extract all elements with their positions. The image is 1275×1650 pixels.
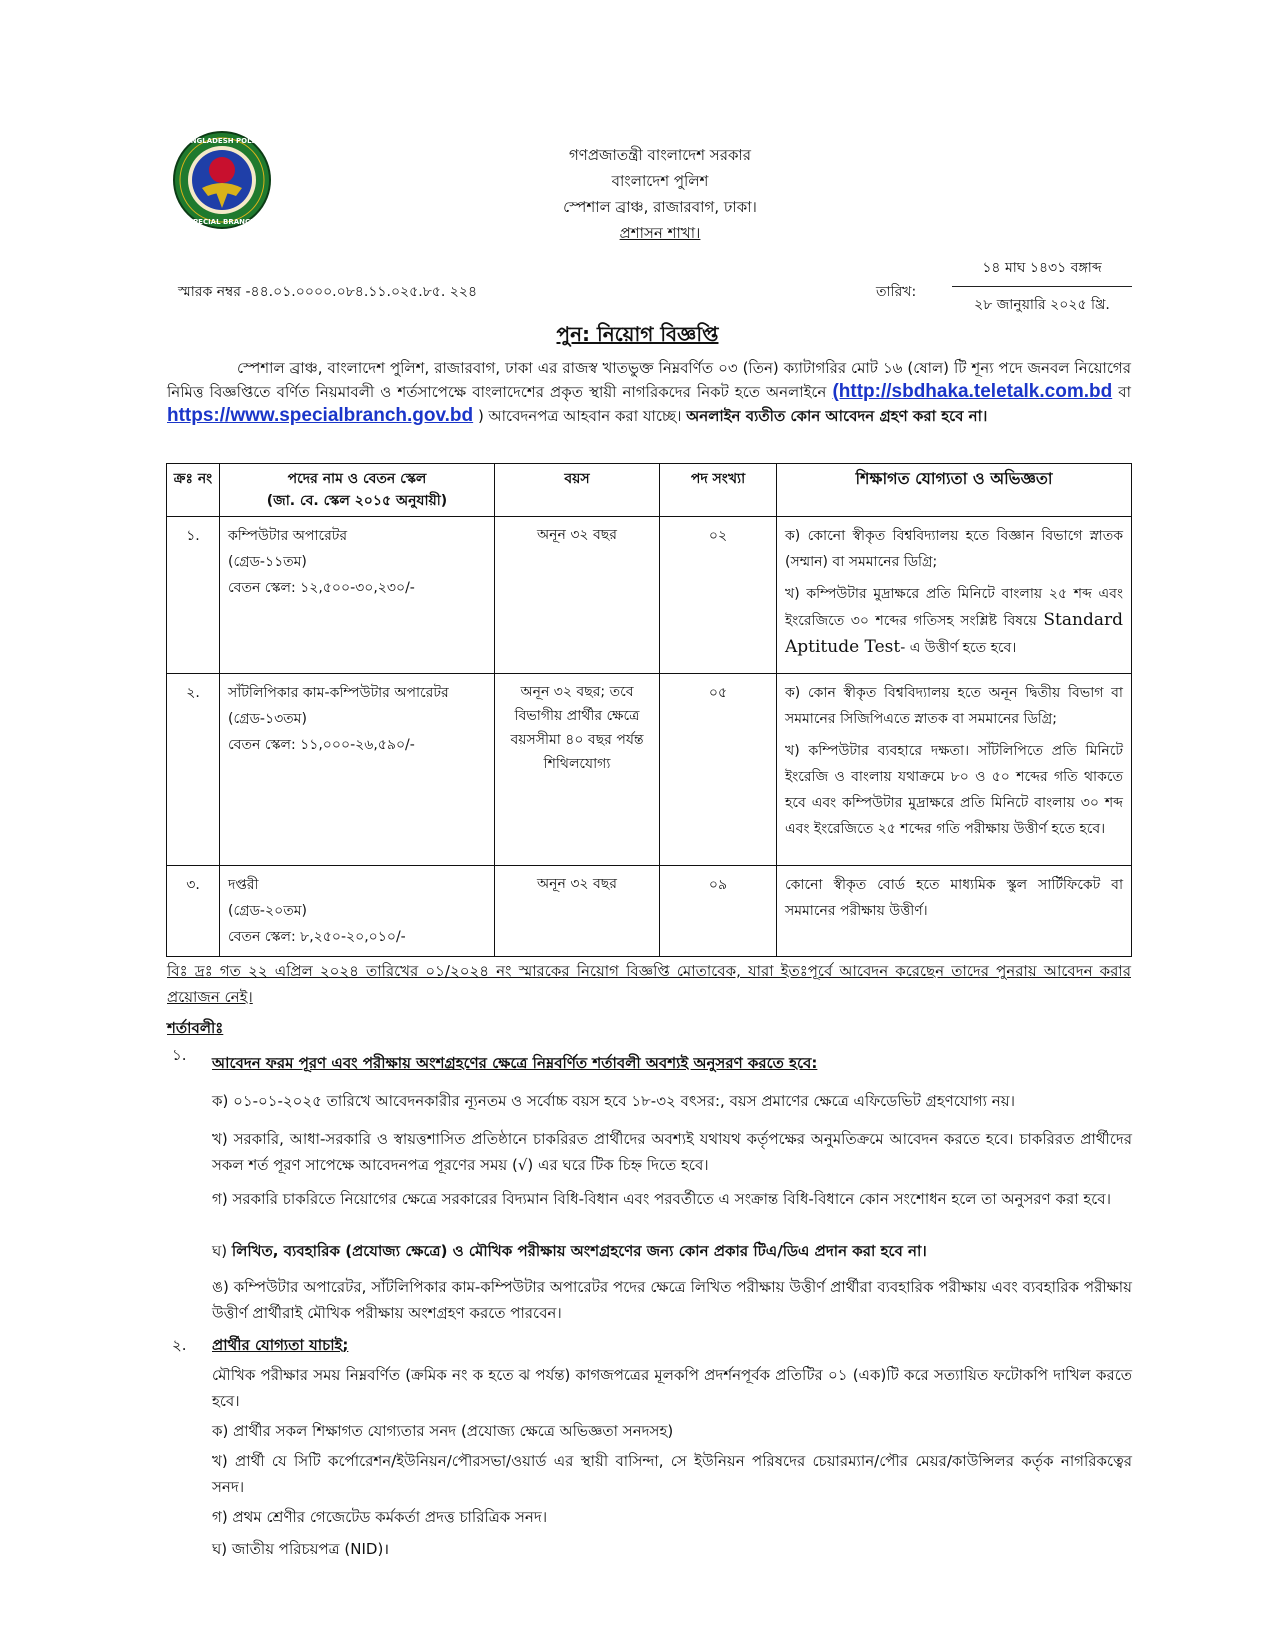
row-count: ০৫ [660, 674, 777, 866]
qualification-b-text: খ) কম্পিউটার মুদ্রাক্ষরে প্রতি মিনিটে বাংলায় ২৫ শব্দ এবং ইংরেজিতে ৩০ শব্দের গতিসহ সংশ্লিষ্ট বিষয়ে [785, 586, 1123, 629]
header-age: বয়স [495, 464, 660, 517]
row-post [220, 674, 495, 866]
notice-title: পুন: নিয়োগ বিজ্ঞপ্তি [556, 322, 719, 346]
intro-text-2: ) আবেদনপত্র আহবান করা যাচ্ছে। [477, 407, 682, 425]
header-line-government: গণপ্রজাতন্ত্রী বাংলাদেশ সরকার [568, 146, 752, 164]
header-post [220, 464, 495, 517]
condition-1d [212, 1238, 1132, 1264]
qualification-a: কোনো স্বীকৃত বোর্ড হতে মাধ্যমিক স্কুল সার্টিফিকেট বা সমমানের পরীক্ষায় উত্তীর্ণ। [785, 877, 1123, 919]
header-line-section: প্রশাসন শাখা। [619, 224, 701, 242]
condition-1d-text: লিখিত, ব্যবহারিক (প্রযোজ্য ক্ষেত্রে) ও মৌখিক পরীক্ষায় অংশগ্রহণের জন্য কোন প্রকার টিএ/ডিএ প্রদান করা হবে না। [231, 1242, 927, 1260]
vacancy-table [166, 463, 1132, 957]
post-name: কম্পিউটার অপারেটর [228, 528, 348, 544]
post-name: সাঁটলিপিকার কাম-কম্পিউটার অপারেটর [228, 685, 449, 701]
row-age: অনূন ৩২ বছর [495, 517, 660, 674]
row-qualification [777, 517, 1132, 674]
row-count: ০৯ [660, 866, 777, 957]
header-count: পদ সংখ্যা [660, 464, 777, 517]
conditions-title: শর্তাবলীঃ [167, 1019, 224, 1037]
condition-1c: গ) সরকারি চাকরিতে নিয়োগের ক্ষেত্রে সরকারের বিদ্যমান বিধি-বিধান এবং পরবর্তীতে এ সংক্রান্ত বিধি-বিধানে কোন সংশোধন হলে তা অনুসরণ করা হবে। [212, 1190, 1111, 1208]
condition-1d-prefix: ঘ) [212, 1242, 228, 1260]
post-name: দপ্তরী [228, 877, 259, 893]
condition-1a: ক) ০১-০১-২০২৫ তারিখে আবেদনকারীর ন্যূনতম ও সর্বোচ্চ বয়স হবে ১৮-৩২ বৎসর:, বয়স প্রমাণের ক্ষেত্রে এফিডেভিট গ্রহণযোগ্য নয়। [212, 1092, 1015, 1110]
row-post [220, 517, 495, 674]
specialbranch-link[interactable]: https://www.specialbranch.gov.bd [167, 405, 474, 426]
row-qualification [777, 674, 1132, 866]
section-1-number: ১. [172, 1046, 187, 1064]
memo-number: স্মারক নম্বর -৪৪.০১.০০০০.০৮৪.১১.০২৫.৮৫. ২২৪ [178, 284, 478, 300]
qualification-b: খ) কম্পিউটার ব্যবহারে দক্ষতা। সাঁটলিপিতে প্রতি মিনিটে ইংরেজি ও বাংলায় যথাক্রমে ৮০ ও ৫০ শব্দের গতি থাকতে হবে এবং কম্পিউটার মুদ্রাক্ষরে প্রতি মিনিটে বাংলায় ৩০ শব্দ এবং ইংরেজিতে ২৫ শব্দের গতি পরীক্ষায় উত্তীর্ণ হতে হবে। [785, 743, 1123, 837]
qualification-b-end: - এ উত্তীর্ণ হতে হবে। [900, 640, 1017, 656]
row-qualification [777, 866, 1132, 957]
document-d: ঘ) জাতীয় পরিচয়পত্র (NID)। [212, 1540, 390, 1558]
table-header-row [167, 464, 1132, 517]
header-line-branch: স্পেশাল ব্রাঞ্চ, রাজারবাগ, ঢাকা। [563, 198, 757, 216]
section-2-heading: প্রার্থীর যোগ্যতা যাচাই; [212, 1336, 349, 1354]
special-branch-logo [172, 130, 272, 230]
intro-text: স্পেশাল ব্রাঞ্চ, বাংলাদেশ পুলিশ, রাজারবাগ, ঢাকা এর রাজস্ব খাতভুক্ত নিম্নবর্ণিত ০৩ (তিন) ক্যাটাগরির মোট ১৬ (ষোল) টি শূন্য পদে জনবল নিয়োগের নিমিত্ত বিজ্ঞপ্তিতে বর্ণিত নিয়মাবলী ও শর্তসাপেক্ষে বাংলাদেশের প্রকৃত স্থায়ী নাগরিকদের নিকট হতে অনলাইনে [167, 359, 1131, 401]
qualification-b-test: Standard Aptitude Test [785, 610, 1123, 657]
row-serial: ৩. [167, 866, 220, 957]
table-row [167, 866, 1132, 957]
document-c: গ) প্রথম শ্রেণীর গেজেটেড কর্মকর্তা প্রদত্ত চারিত্রিক সনদ। [212, 1508, 548, 1526]
table-row [167, 517, 1132, 674]
header-post-scale: (জা. বে. স্কেল ২০১৫ অনুযায়ী) [266, 493, 448, 509]
post-scale: বেতন স্কেল: ১১,০০০-২৬,৫৯০/- [228, 737, 415, 753]
qualification-a: ক) কোনো স্বীকৃত বিশ্ববিদ্যালয় হতে বিজ্ঞান বিভাগে স্নাতক (সম্মান) বা সমমানের ডিগ্রি; [785, 528, 1123, 570]
date-block [952, 256, 1132, 317]
table-row [167, 674, 1132, 866]
section-2-number: ২. [172, 1336, 187, 1354]
date-label: তারিখ: [876, 284, 917, 300]
document-b: খ) প্রার্থী যে সিটি কর্পোরেশন/ইউনিয়ন/পৌরসভা/ওয়ার্ড এর স্থায়ী বাসিন্দা, সে ইউনিয়ন পরিষদের চেয়ারম্যান/পৌর মেয়র/কাউন্সিলর কর্তৃক নাগরিকত্বের সনদ। [212, 1452, 1132, 1496]
qualification-a: ক) কোন স্বীকৃত বিশ্ববিদ্যালয় হতে অনূন দ্বিতীয় বিভাগ বা সমমানের সিজিপিএতে স্নাতক বা সমমানের ডিগ্রি; [785, 685, 1123, 727]
intro-paragraph [167, 356, 1131, 428]
intro-or: বা [1118, 383, 1131, 401]
header-qualification: শিক্ষাগত যোগ্যতা ও অভিজ্ঞতা [777, 464, 1132, 517]
post-grade: (গ্রেড-২০তম) [228, 903, 307, 919]
date-bangla: ১৪ মাঘ ১৪৩১ বঙ্গাব্দ [952, 256, 1132, 287]
logo-top-text: BANGLADESH POLICE [179, 137, 265, 145]
row-post [220, 866, 495, 957]
online-only-notice: অনলাইন ব্যতীত কোন আবেদন গ্রহণ করা হবে না। [686, 407, 988, 425]
row-serial: ২. [167, 674, 220, 866]
document-a: ক) প্রার্থীর সকল শিক্ষাগত যোগ্যতার সনদ (প্রযোজ্য ক্ষেত্রে অভিজ্ঞতা সনদসহ) [212, 1422, 674, 1440]
header-line-police: বাংলাদেশ পুলিশ [611, 172, 709, 190]
post-scale: বেতন স্কেল: ১২,৫০০-৩০,২৩০/- [228, 580, 415, 596]
header-serial: ক্রঃ নং [167, 464, 220, 517]
section-1-heading: আবেদন ফরম পূরণ এবং পরীক্ষায় অংশগ্রহণের ক্ষেত্রে নিম্নবর্ণিত শর্তাবলী অবশ্যই অনুসরণ করতে হবে: [212, 1054, 818, 1072]
row-age: অনূন ৩২ বছর; তবে বিভাগীয় প্রার্থীর ক্ষেত্রে বয়সসীমা ৪০ বছর পর্যন্ত শিথিলযোগ্য [495, 674, 660, 866]
row-age: অনূন ৩২ বছর [495, 866, 660, 957]
condition-1e: ঙ) কম্পিউটার অপারেটর, সাঁটলিপিকার কাম-কম্পিউটার অপারেটর পদের ক্ষেত্রে লিখিত পরীক্ষায় উত্তীর্ণ প্রার্থীরা ব্যবহারিক পরীক্ষায় এবং ব্যবহারিক পরীক্ষায় উত্তীর্ণ প্রার্থীরাই মৌখিক পরীক্ষায় অংশগ্রহণ করতে পারবেন। [212, 1278, 1132, 1322]
row-count: ০২ [660, 517, 777, 674]
teletalk-link[interactable]: (http://sbdhaka.teletalk.com.bd [832, 381, 1113, 402]
date-english: ২৮ জানুয়ারি ২০২৫ খ্রি. [974, 297, 1110, 313]
logo-bottom-text: SPECIAL BRANCH [187, 218, 257, 226]
section-2-intro: মৌখিক পরীক্ষার সময় নিম্নবর্ণিত (ক্রমিক নং ক হতে ঝ পর্যন্ত) কাগজপত্রের মূলকপি প্রদর্শনপূর্বক প্রতিটির ০১ (এক)টি করে সত্যায়িত ফটোকপি দাখিল করতে হবে। [212, 1366, 1132, 1410]
post-grade: (গ্রেড-১১তম) [228, 554, 307, 570]
condition-1b: খ) সরকারি, আধা-সরকারি ও স্বায়ত্তশাসিত প্রতিষ্ঠানে চাকরিরত প্রার্থীদের অবশ্যই যথাযথ কর্তৃপক্ষের অনুমতিক্রমে আবেদন করতে হবে। চাকরিরত প্রার্থীদের সকল শর্ত পূরণ সাপেক্ষে আবেদনপত্র পূরণের সময় (√) এর ঘরে টিক চিহ্ন দিতে হবে। [212, 1130, 1132, 1174]
row-serial: ১. [167, 517, 220, 674]
post-grade: (গ্রেড-১৩তম) [228, 711, 307, 727]
letterhead [440, 142, 880, 246]
special-note: বিঃ দ্রঃ গত ২২ এপ্রিল ২০২৪ তারিখের ০১/২০২৪ নং স্মারকের নিয়োগ বিজ্ঞপ্তি মোতাবেক, যারা ইতঃপূর্বে আবেদন করেছেন তাদের পুনরায় আবেদন করার প্রয়োজন নেই। [167, 962, 1131, 1006]
qualification-b [785, 581, 1123, 661]
header-post-name: পদের নাম ও বেতন স্কেল [287, 471, 427, 487]
post-scale: বেতন স্কেল: ৮,২৫০-২০,০১০/- [228, 929, 406, 945]
